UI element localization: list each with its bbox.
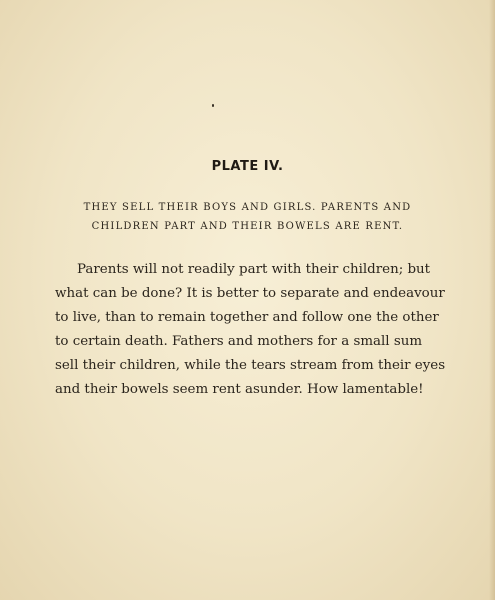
plate-paragraph	[55, 262, 447, 412]
paragraph-line: Parents will not readily part with their children; but	[77, 262, 431, 277]
paragraph-line: to certain death. Fathers and mothers for a small sum	[55, 334, 423, 349]
plate-heading-line-1: THEY SELL THEIR BOYS AND GIRLS. PARENTS AND	[83, 202, 412, 213]
paragraph-line: what can be done? It is better to separate and endeavour	[55, 286, 445, 301]
plate-heading-line-2: CHILDREN PART AND THEIR BOWELS ARE RENT.	[91, 221, 404, 232]
paragraph-line: to live, than to remain together and follow one the other	[55, 310, 439, 325]
paragraph-line: and their bowels seem rent asunder. How lamentable!	[55, 382, 424, 397]
plate-title: PLATE IV.	[211, 159, 284, 174]
page-edge-shadow	[489, 0, 495, 600]
paragraph-line: sell their children, while the tears stream from their eyes	[55, 358, 446, 373]
ink-speck	[212, 104, 214, 107]
